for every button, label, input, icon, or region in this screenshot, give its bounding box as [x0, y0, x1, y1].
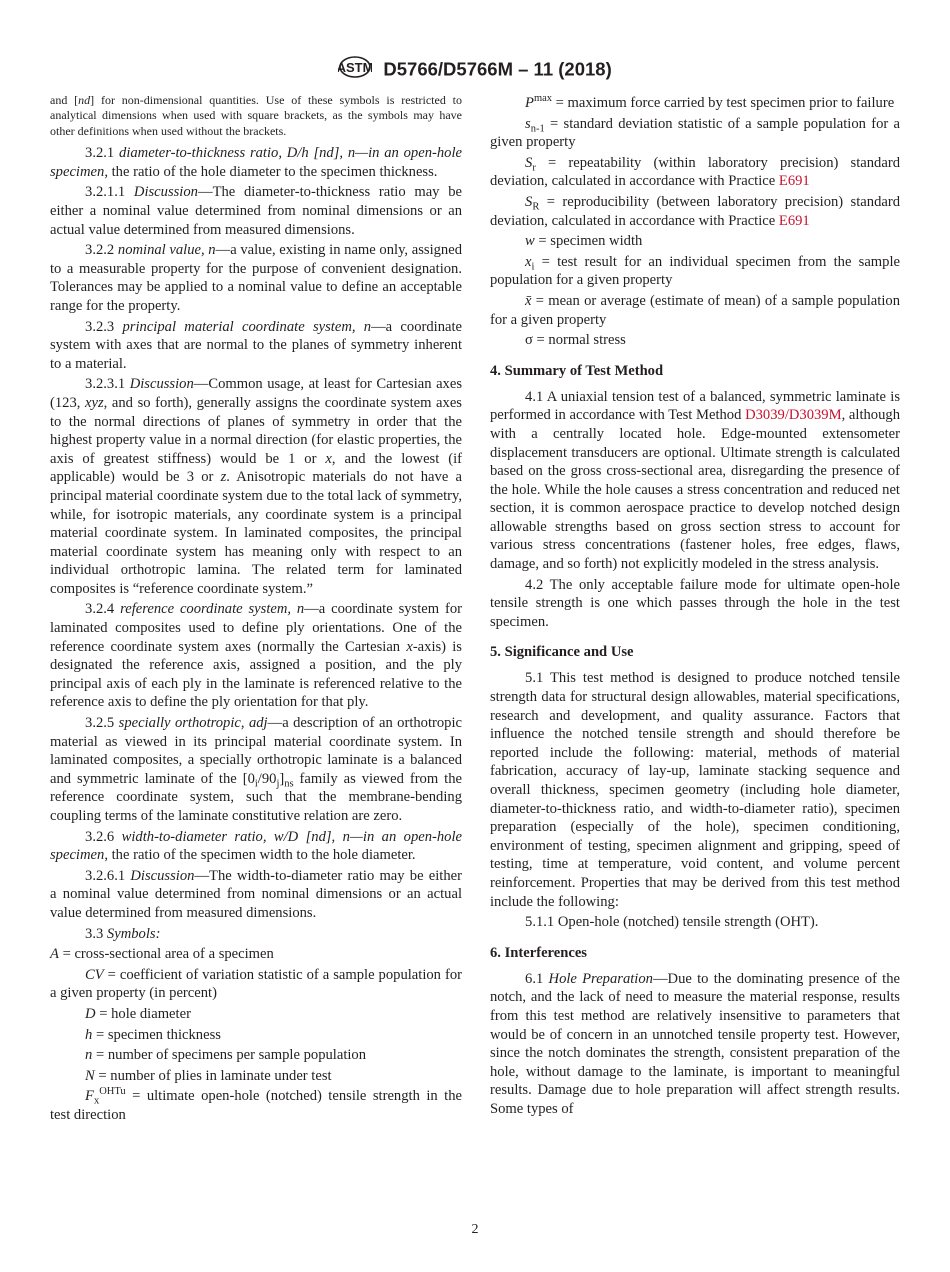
paragraph: [50, 375, 462, 598]
paragraph: [490, 576, 900, 632]
text: , and so forth), generally assigns the coordinate system axes to the normal directions of planes of symmetry in order that the highest property value in a normal direction (for elastic properties, the axis of greatest stiffness) would be 1 or: [50, 394, 462, 467]
text: 6. Interferences: [490, 944, 587, 961]
paragraph: [50, 828, 462, 865]
text: = number of specimens per sample population: [92, 1047, 367, 1064]
text: —Common usage, at least for Cartesian axes (123,: [50, 376, 462, 411]
paragraph: [490, 253, 900, 290]
italic-text: width-to-diameter ratio, w/D [nd], n—in an open-hole specimen: [50, 828, 463, 864]
text: 3.2.5: [85, 715, 119, 732]
italic-text: Discussion: [133, 184, 198, 201]
text: = standard deviation statistic of a sample population for a given property: [490, 115, 900, 151]
paragraph: [50, 144, 462, 181]
paragraph: [490, 154, 900, 191]
left-column: [50, 93, 462, 1127]
paragraph: [50, 600, 462, 712]
subscript: x: [93, 1095, 100, 1107]
paragraph: [50, 1026, 462, 1045]
text: = repeatability (within laboratory precision) standard deviation, calculated in accordance with Practice: [490, 154, 900, 190]
italic-text: x: [325, 450, 332, 467]
text: /90: [257, 770, 277, 787]
text: , and the lowest (if applicable) would be 3 or: [50, 450, 462, 486]
text: and [: [50, 93, 79, 107]
paragraph: [50, 945, 462, 964]
paragraph: [490, 388, 900, 574]
italic-text: s: [525, 115, 531, 132]
text: . Anisotropic materials do not have a principal material coordinate system due to the total lack of symmetry, while, for isotropic materials, any coordinate system is a principal material coordinate system. In laminated composites, the principal material coordinate system has meaning only with respect to an individual orthotropic lamina. The related term for laminated composites is “reference coordinate system.”: [50, 469, 463, 597]
paragraph: [490, 913, 900, 932]
section-heading: [490, 362, 900, 380]
italic-text: specially orthotropic, adj: [118, 715, 268, 732]
italic-text: nd: [78, 93, 91, 107]
paragraph: [490, 331, 900, 350]
reference-link[interactable]: E691: [778, 173, 810, 190]
paragraph: [50, 1087, 462, 1124]
text: —Due to the dominating presence of the notch, and the lack of need to measure the material response, results from this test method are relatively insensitive to parameters that would be of concern in an unnotched tensile property test. However, since the notch dominates the strength, consistent preparation of the hole, without damage to the laminate, is important to meaningful results. Damage due to hole preparation will affect strength results. Some types of: [490, 970, 901, 1117]
italic-text: Symbols:: [106, 925, 161, 942]
paragraph: [490, 970, 900, 1119]
italic-text: x: [406, 638, 413, 655]
page-header: [0, 54, 950, 85]
text: 3.2.1.1: [85, 184, 134, 201]
paragraph: [50, 1067, 462, 1086]
italic-text: D: [85, 1005, 96, 1022]
astm-logo-icon: [338, 54, 372, 85]
paragraph: [50, 867, 462, 923]
text: σ = normal stress: [525, 332, 626, 349]
text: , the ratio of the specimen width to the hole diameter.: [104, 847, 416, 864]
subscript: ns: [284, 778, 294, 790]
paragraph: [50, 714, 462, 826]
text: 3.3: [85, 925, 107, 942]
italic-text: h: [85, 1026, 93, 1043]
paragraph: [50, 318, 462, 374]
subscript: r: [532, 162, 536, 174]
reference-link[interactable]: E691: [778, 212, 810, 229]
italic-text: F: [85, 1088, 94, 1105]
text: = ultimate open-hole (notched) tensile strength in the test direction: [50, 1088, 462, 1123]
document-designation: D5766/D5766M – 11 (2018): [383, 58, 612, 80]
paragraph: [50, 966, 462, 1003]
text: 4. Summary of Test Method: [490, 362, 664, 379]
text: = cross-sectional area of a specimen: [58, 946, 274, 963]
paragraph: [490, 669, 900, 911]
subscript: R: [532, 201, 540, 213]
text: 3.2.1: [85, 145, 120, 162]
italic-text: n: [85, 1047, 93, 1064]
text: , the ratio of the hole diameter to the specimen thickness.: [104, 163, 438, 180]
text: —a coordinate system for laminated composites used to define ply orientations. One of the reference coordinate system axes (normally the Cartesian: [50, 601, 462, 655]
reference-link[interactable]: D3039/D3039M: [745, 407, 842, 424]
text: ] for non-dimensional quantities. Use of these symbols is restricted to analytical dimensions when used with square brackets, as the symbols may have other definitions when used without the brackets.: [50, 93, 462, 138]
text: —The diameter-to-thickness ratio may be either a nominal value determined from nominal dimensions or an actual value determined from measured dimensions.: [50, 184, 462, 238]
text: ]: [279, 770, 285, 787]
text: family as viewed from the reference coordinate system, such that the membrane-bending coupling terms of the laminate constitutive relation are zero.: [50, 770, 462, 824]
text: 3.2.4: [85, 601, 121, 618]
text: 3.2.3.1: [85, 376, 130, 393]
paragraph: [490, 292, 900, 329]
text: = specimen width: [534, 233, 643, 250]
text: 3.2.2: [85, 242, 118, 259]
italic-text: z: [220, 469, 227, 486]
paragraph: [490, 115, 900, 152]
italic-text: nominal value, n: [117, 242, 216, 259]
italic-text: diameter-to-thickness ratio, D/h [nd], n—in an open-hole specimen: [50, 145, 462, 180]
text: = maximum force carried by test specimen prior to failure: [552, 95, 895, 111]
text: 4.2 The only acceptable failure mode for ultimate open-hole tensile strength is one which passes through the hole in the test specimen.: [490, 576, 900, 630]
right-column: [490, 94, 900, 1121]
paragraph: [50, 1046, 462, 1065]
paragraph: [490, 94, 900, 113]
italic-text: Hole Preparation: [548, 970, 653, 987]
italic-text: A: [50, 946, 59, 963]
italic-text: xyz: [85, 394, 104, 411]
italic-text: P: [525, 95, 534, 111]
italic-text: Discussion: [130, 867, 195, 884]
text: —a description of an orthotropic material as viewed in its principal material coordinate system. In laminated composites, a specially orthotropic laminate is a balanced and symmetric laminate of the [0: [50, 715, 463, 787]
page-number: 2: [471, 1222, 479, 1237]
text: = reproducibility (between laboratory precision) standard deviation, calculated in accordance with Practice: [490, 193, 900, 229]
subscript: i: [254, 778, 258, 790]
text: 6.1: [525, 970, 549, 987]
text: 5.1 This test method is designed to produce notched tensile strength data for structural design allowables, material specifications, research and development, and quality assurance. Factors that influence the notched tensile strength and should therefore be reported include the following: material, methods of material fabrication, accuracy of lay-up, laminate stacking sequence and overall thickness, specimen geometry (including hole diameter, diameter-to-thickness ratio, and width-to-diameter ratio), specimen preparation (especially of the hole), specimen conditioning, environment of testing, specimen alignment and gripping, speed of testing, time at temperature, void content, and volume percent reinforcement. Properties that may be derived from this test method include the following:: [490, 670, 900, 910]
text: —a value, existing in name only, assigned to a measurable property for the purpose of convenient designation. Tolerances may be applied to a nominal value to define an acceptable range for the property.: [50, 242, 462, 314]
text: —a coordinate system with axes that are normal to the planes of symmetry inherent to a material.: [50, 318, 463, 372]
paragraph: [50, 1005, 462, 1024]
paragraph: [50, 183, 462, 239]
paragraph: [490, 232, 900, 251]
italic-text: Discussion: [129, 376, 194, 393]
superscript: max: [533, 93, 553, 105]
italic-text: principal material coordinate system, n: [122, 318, 372, 335]
subscript: j: [276, 778, 280, 790]
text: = hole diameter: [95, 1005, 191, 1022]
text: = specimen thickness: [92, 1026, 221, 1043]
italic-text: S: [525, 154, 533, 171]
text: 3.2.6: [85, 828, 122, 845]
paragraph: [490, 193, 900, 230]
section-heading: [490, 944, 900, 962]
section-heading: [490, 643, 900, 661]
superscript: OHTu: [99, 1086, 126, 1098]
text: 3.2.3: [85, 318, 123, 335]
text: 5.1.1 Open-hole (notched) tensile strength (OHT).: [525, 914, 819, 931]
text: 5. Significance and Use: [490, 644, 634, 661]
italic-text: x̄: [525, 292, 532, 309]
italic-text: reference coordinate system, n: [120, 601, 305, 618]
italic-text: S: [525, 193, 533, 210]
text: -axis) is designated the reference axis, assigned a position, and the ply principal axis of each ply in the laminate is referenced relative to the reference axis to define the ply orientation for that ply.: [50, 638, 462, 711]
italic-text: w: [525, 233, 535, 250]
text: —The width-to-diameter ratio may be either a nominal value determined from nominal dimensions or an actual value determined from measured dimensions.: [50, 867, 462, 921]
text: = coefficient of variation statistic of a sample population for a given property (in percent): [50, 966, 462, 1002]
text: = mean or average (estimate of mean) of a sample population for a given property: [490, 292, 900, 328]
text: = number of plies in laminate under test: [94, 1067, 332, 1084]
italic-text: N: [85, 1067, 95, 1084]
subscript: n-1: [530, 123, 545, 135]
text: 3.2.6.1: [85, 867, 131, 884]
text: = test result for an individual specimen from the sample population for a given property: [490, 253, 900, 289]
paragraph: [50, 93, 462, 139]
svg-text:ASTM: ASTM: [338, 60, 373, 75]
italic-text: CV: [85, 966, 104, 983]
text: 4.1 A uniaxial tension test of a balanced, symmetric laminate is performed in accordance with Test Method: [490, 388, 900, 424]
paragraph: [50, 241, 462, 315]
subscript: i: [531, 261, 535, 273]
text: , although with a centrally located hole. Edge-mounted extensometer displacement transducers are optional. Ultimate strength is calculated based on the gross cross-sectional area, disregarding the presence of the hole. While the hole causes a stress concentration and reduced net section, it is common aerospace practice to develop notched design allowable strengths based on gross section stress to account for various stress concentrations (fastener holes, free edges, flaws, damage, and so forth) not explicitly modeled in the stress analysis.: [490, 407, 900, 573]
italic-text: x: [525, 253, 532, 270]
paragraph: [50, 925, 462, 944]
